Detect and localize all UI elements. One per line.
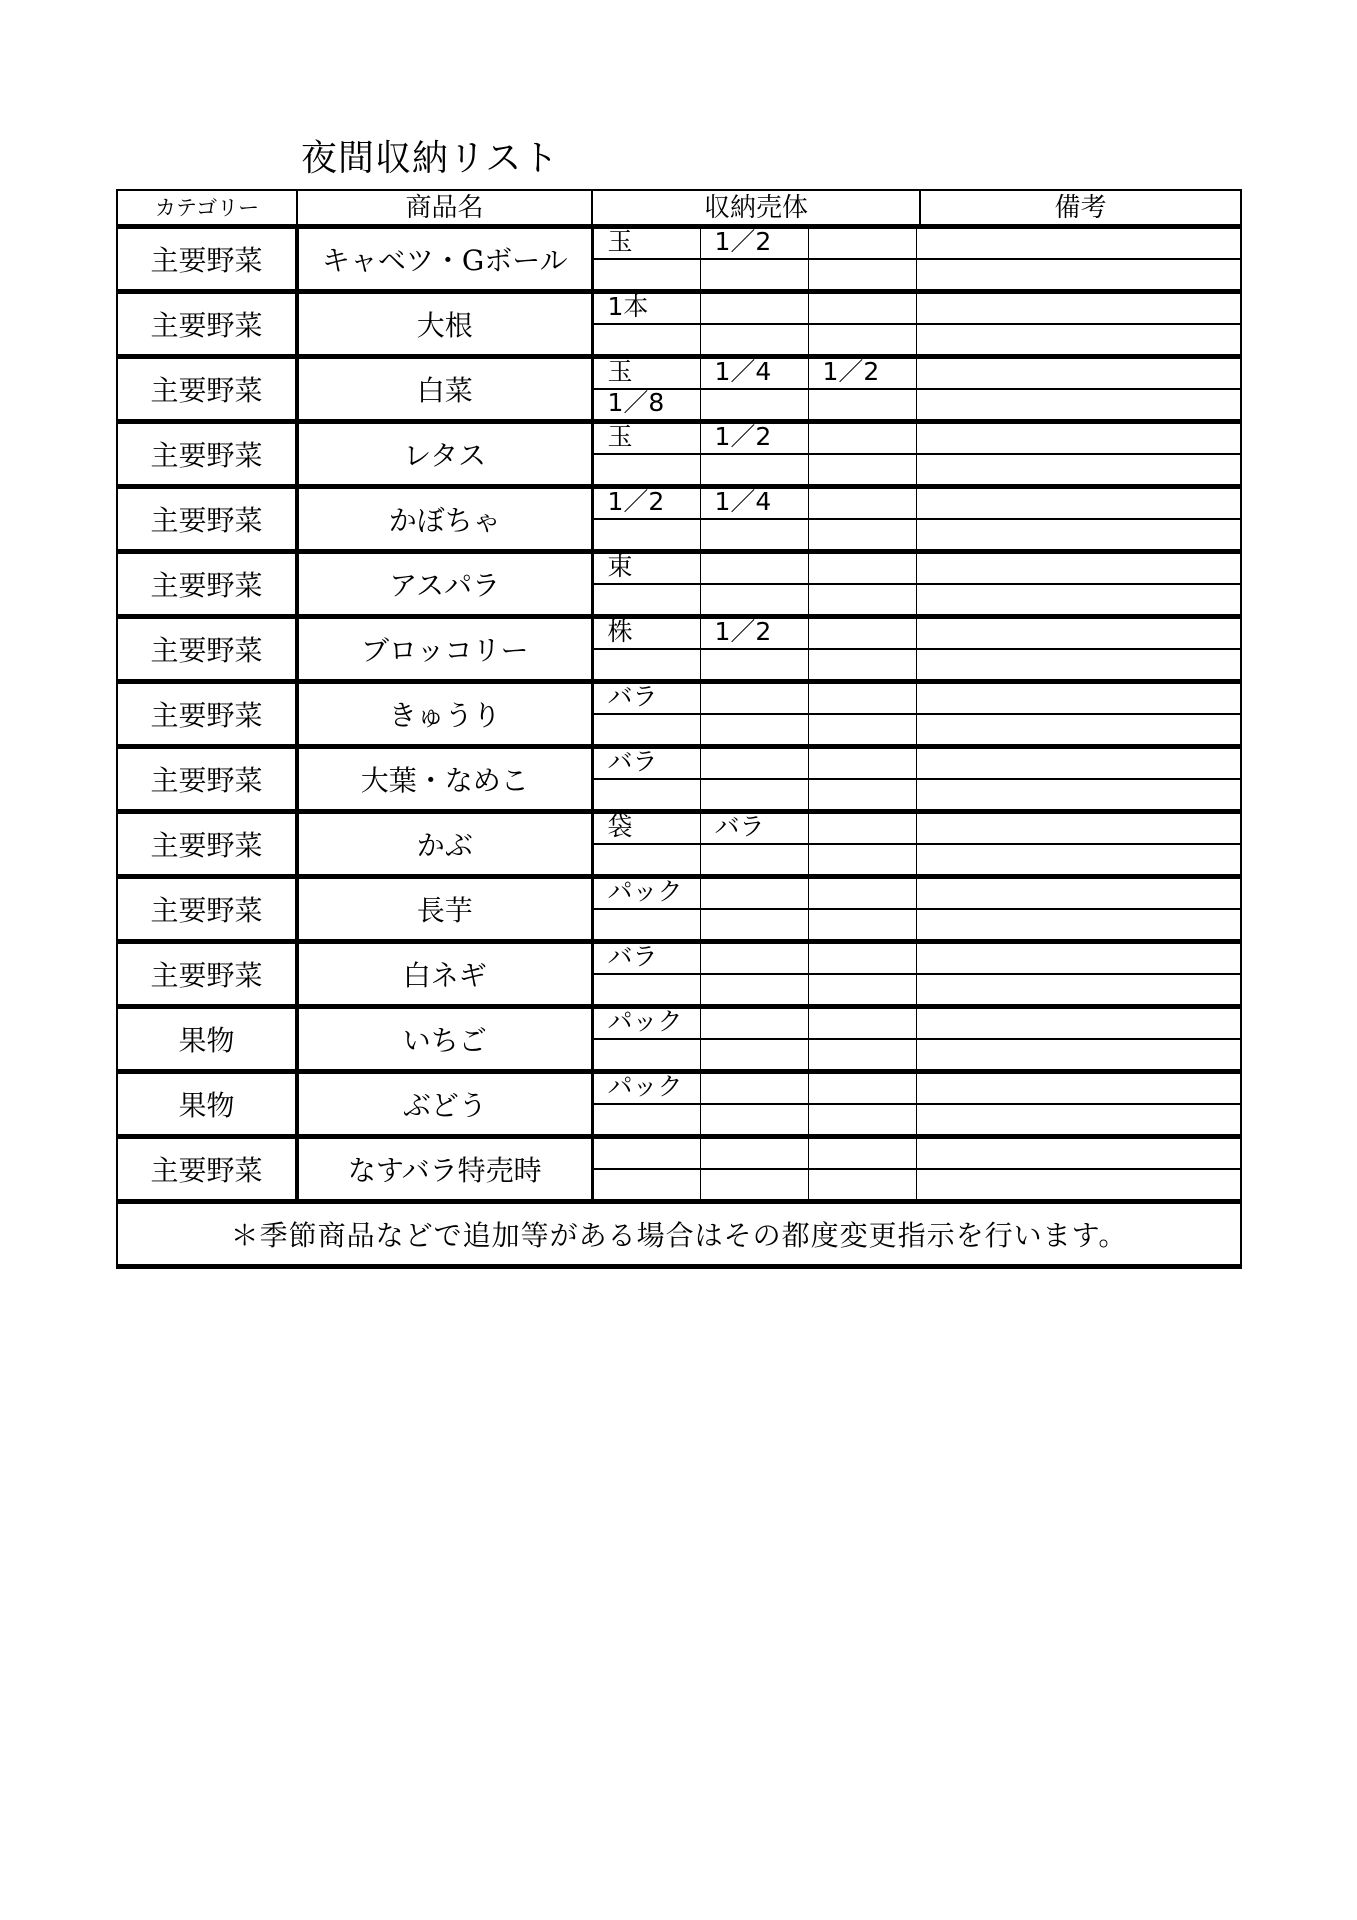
unit-cell (808, 454, 916, 487)
category-cell: 主要野菜 (117, 682, 297, 747)
category-cell: 果物 (117, 1072, 297, 1137)
unit-cell (700, 552, 808, 585)
product-name-cell: ブロッコリー (297, 617, 592, 682)
unit-cell (808, 877, 916, 910)
category-cell: 主要野菜 (117, 357, 297, 422)
unit-cell (592, 324, 700, 357)
unit-cell (916, 357, 1241, 390)
product-name-cell: かぼちゃ (297, 487, 592, 552)
unit-cell (592, 454, 700, 487)
unit-cell (808, 519, 916, 552)
unit-cell (808, 422, 916, 455)
unit-cell (916, 389, 1241, 422)
unit-cell (808, 292, 916, 325)
unit-cell (808, 259, 916, 292)
unit-cell (592, 844, 700, 877)
unit-cell (700, 1104, 808, 1137)
unit-cell (808, 1137, 916, 1170)
product-name-cell: 白ネギ (297, 942, 592, 1007)
unit-cell (700, 909, 808, 942)
category-cell: 主要野菜 (117, 812, 297, 877)
product-name-cell: アスパラ (297, 552, 592, 617)
unit-cell: バラ (592, 747, 700, 780)
unit-cell (592, 1104, 700, 1137)
unit-cell (592, 909, 700, 942)
unit-cell (808, 617, 916, 650)
unit-cell (700, 519, 808, 552)
unit-cell: 玉 (592, 422, 700, 455)
unit-cell: 1／2 (700, 422, 808, 455)
unit-cell (592, 1169, 700, 1202)
unit-cell: 1本 (592, 292, 700, 325)
table-row (117, 747, 1241, 780)
unit-cell: 1／2 (808, 357, 916, 390)
table-row (117, 227, 1241, 260)
unit-cell: バラ (700, 812, 808, 845)
table-row (117, 1072, 1241, 1105)
unit-cell: 1／8 (592, 389, 700, 422)
unit-cell (700, 1072, 808, 1105)
unit-cell (700, 714, 808, 747)
unit-cell (808, 779, 916, 812)
unit-cell (916, 877, 1241, 910)
table-row (117, 357, 1241, 390)
unit-cell (592, 584, 700, 617)
unit-cell (700, 454, 808, 487)
product-name-cell: ぶどう (297, 1072, 592, 1137)
unit-cell (700, 877, 808, 910)
unit-cell (592, 1137, 700, 1170)
unit-cell (916, 1169, 1241, 1202)
unit-cell (700, 1137, 808, 1170)
unit-cell (916, 487, 1241, 520)
unit-cell (700, 259, 808, 292)
unit-cell (592, 779, 700, 812)
unit-cell (916, 584, 1241, 617)
unit-cell (916, 259, 1241, 292)
unit-cell: パック (592, 1007, 700, 1040)
header-unit: 収納売体 (592, 190, 920, 227)
table-row (117, 1137, 1241, 1170)
unit-cell (808, 1072, 916, 1105)
unit-cell (700, 942, 808, 975)
unit-cell (808, 649, 916, 682)
unit-cell (700, 682, 808, 715)
unit-cell (916, 844, 1241, 877)
table-row (117, 422, 1241, 455)
header-product: 商品名 (297, 190, 592, 227)
category-cell: 主要野菜 (117, 617, 297, 682)
unit-cell (916, 422, 1241, 455)
category-cell: 主要野菜 (117, 487, 297, 552)
category-cell: 主要野菜 (117, 1137, 297, 1202)
unit-cell (916, 292, 1241, 325)
unit-cell (700, 1007, 808, 1040)
unit-cell (916, 227, 1241, 260)
unit-cell (808, 974, 916, 1007)
category-cell: 主要野菜 (117, 877, 297, 942)
unit-cell (592, 519, 700, 552)
unit-cell (916, 974, 1241, 1007)
unit-cell (916, 617, 1241, 650)
unit-cell: 1／2 (592, 487, 700, 520)
unit-cell (808, 584, 916, 617)
footer-row (117, 1202, 1241, 1267)
unit-cell (916, 552, 1241, 585)
unit-cell (916, 714, 1241, 747)
unit-cell: 1／4 (700, 357, 808, 390)
product-name-cell: いちご (297, 1007, 592, 1072)
table-row (117, 877, 1241, 910)
unit-cell (808, 552, 916, 585)
category-cell: 主要野菜 (117, 942, 297, 1007)
unit-cell (916, 1007, 1241, 1040)
storage-list-table (116, 189, 1242, 1269)
unit-cell (700, 292, 808, 325)
unit-cell (916, 324, 1241, 357)
unit-cell (700, 747, 808, 780)
table-row (117, 1007, 1241, 1040)
unit-cell (916, 454, 1241, 487)
category-cell: 主要野菜 (117, 422, 297, 487)
unit-cell (808, 942, 916, 975)
unit-cell (700, 649, 808, 682)
unit-cell (808, 389, 916, 422)
header-remarks: 備考 (920, 190, 1241, 227)
product-name-cell: 大根 (297, 292, 592, 357)
header-category: カテゴリー (117, 190, 297, 227)
unit-cell (808, 227, 916, 260)
unit-cell: パック (592, 1072, 700, 1105)
unit-cell (916, 1104, 1241, 1137)
table-row (117, 292, 1241, 325)
unit-cell (916, 812, 1241, 845)
category-cell: 果物 (117, 1007, 297, 1072)
table-row (117, 487, 1241, 520)
table-row (117, 617, 1241, 650)
category-cell: 主要野菜 (117, 747, 297, 812)
unit-cell: 玉 (592, 227, 700, 260)
unit-cell (808, 682, 916, 715)
product-name-cell: レタス (297, 422, 592, 487)
unit-cell (916, 1039, 1241, 1072)
unit-cell (700, 844, 808, 877)
table-row (117, 812, 1241, 845)
category-cell: 主要野菜 (117, 292, 297, 357)
unit-cell (700, 389, 808, 422)
product-name-cell: 長芋 (297, 877, 592, 942)
unit-cell (916, 649, 1241, 682)
unit-cell (916, 909, 1241, 942)
unit-cell: 株 (592, 617, 700, 650)
product-name-cell: 白菜 (297, 357, 592, 422)
unit-cell (700, 779, 808, 812)
category-cell: 主要野菜 (117, 552, 297, 617)
unit-cell: パック (592, 877, 700, 910)
unit-cell (700, 974, 808, 1007)
unit-cell: 玉 (592, 357, 700, 390)
unit-cell: バラ (592, 942, 700, 975)
product-name-cell: キャベツ・Gボール (297, 227, 592, 292)
unit-cell (700, 1169, 808, 1202)
unit-cell (916, 1137, 1241, 1170)
unit-cell (592, 649, 700, 682)
unit-cell (808, 812, 916, 845)
table-row (117, 682, 1241, 715)
unit-cell: 1／2 (700, 617, 808, 650)
unit-cell (592, 1039, 700, 1072)
product-name-cell: かぶ (297, 812, 592, 877)
unit-cell (808, 1169, 916, 1202)
unit-cell: バラ (592, 682, 700, 715)
unit-cell (808, 714, 916, 747)
unit-cell: 束 (592, 552, 700, 585)
unit-cell (808, 844, 916, 877)
unit-cell (808, 747, 916, 780)
unit-cell (808, 324, 916, 357)
header-row (117, 190, 1241, 227)
unit-cell (916, 1072, 1241, 1105)
unit-cell (808, 487, 916, 520)
unit-cell (916, 682, 1241, 715)
unit-cell: 1／4 (700, 487, 808, 520)
unit-cell (700, 584, 808, 617)
unit-cell (592, 714, 700, 747)
unit-cell (916, 519, 1241, 552)
table-row (117, 552, 1241, 585)
unit-cell (808, 1104, 916, 1137)
unit-cell (916, 779, 1241, 812)
unit-cell (592, 974, 700, 1007)
product-name-cell: 大葉・なめこ (297, 747, 592, 812)
unit-cell (916, 942, 1241, 975)
product-name-cell: きゅうり (297, 682, 592, 747)
product-name-cell: なすバラ特売時 (297, 1137, 592, 1202)
table-row (117, 942, 1241, 975)
unit-cell: 1／2 (700, 227, 808, 260)
footer-note: ＊季節商品などで追加等がある場合はその都度変更指示を行います。 (117, 1202, 1241, 1267)
unit-cell (700, 1039, 808, 1072)
unit-cell (808, 1007, 916, 1040)
category-cell: 主要野菜 (117, 227, 297, 292)
unit-cell (592, 259, 700, 292)
unit-cell: 袋 (592, 812, 700, 845)
unit-cell (700, 324, 808, 357)
unit-cell (808, 909, 916, 942)
page-title: 夜間収納リスト (301, 138, 560, 179)
unit-cell (916, 747, 1241, 780)
unit-cell (808, 1039, 916, 1072)
